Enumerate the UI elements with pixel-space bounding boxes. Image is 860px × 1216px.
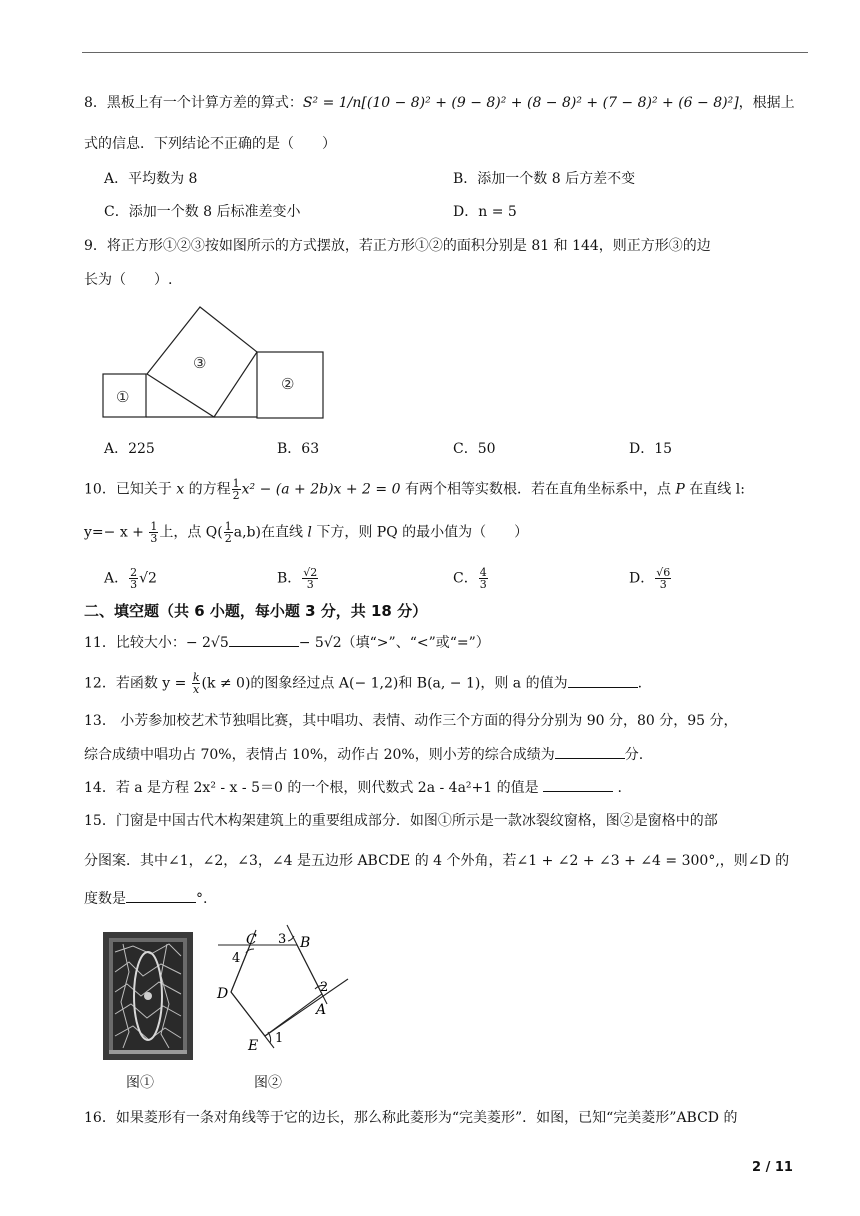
square-1-label: ①: [116, 388, 130, 406]
q10-option-d: D． $\frac{√6}{3}$: [629, 566, 671, 591]
q11-blank: [229, 632, 299, 647]
q10-option-c: C． $\frac{4}{3}$: [453, 566, 487, 591]
variance-formula: S² = 1/n[(10 − 8)² + (9 − 8)² + (8 − 8)² + (7 − 8)² + (6 − 8)²]: [302, 95, 739, 111]
q15-blank: [126, 888, 196, 903]
q8-stem-line1: 8．黑板上有一个计算方差的算式：S² = 1/n[(10 − 8)² + (9 − 8)² + (8 − 8)² + (7 − 8)² + (6 − 8)²]，根据上: [84, 95, 795, 111]
q9-option-a: A．225: [104, 441, 155, 457]
q8-option-b: B．添加一个数 8 后方差不变: [453, 171, 636, 187]
q10-stem-line1: 10．已知关于 x 的方程 $\frac{1}{2}$ x² − (a + 2b)x + 2 = 0 有两个相等实数根．若在直角坐标系中，点 P 在直线 l:: [84, 477, 745, 502]
figure2-caption: 图②: [254, 1075, 282, 1091]
q12-blank: [568, 673, 638, 688]
q9-option-b: B．63: [277, 441, 320, 457]
angle-1-label: 1: [275, 1031, 284, 1046]
q16-line1: 16．如果菱形有一条对角线等于它的边长，那么称此菱形为“完美菱形”．如图，已知“完美菱形”ABCD 的: [84, 1110, 738, 1126]
q10-option-b: B． $\frac{√2}{3}$: [277, 566, 318, 591]
q8-stem-line2: 式的信息．下列结论不正确的是（ ）: [84, 136, 336, 152]
q9-option-c: C．50: [453, 441, 496, 457]
pentagon-figure: [210, 918, 360, 1058]
fraction-k-over-x: $\frac{k}{x}$: [192, 671, 200, 696]
q12-line: 12．若函数 y = $\frac{k}{x}$ (k ≠ 0)的图象经过点 A(− 1,2)和 B(a, − 1)，则 a 的值为 .: [84, 671, 643, 696]
point-e-label: E: [248, 1038, 259, 1054]
figure1-caption: 图①: [126, 1075, 154, 1091]
angle-3-label: 3: [278, 932, 287, 947]
square-2-label: ②: [281, 375, 295, 393]
point-d-label: D: [217, 986, 229, 1002]
q10-stem-line2: y=− x + $\frac{1}{3}$ 上，点 Q( $\frac{1}{2}$ a,b)在直线 l 下方，则 PQ 的最小值为（ ）: [84, 520, 529, 545]
lattice-window-photo: [103, 932, 193, 1060]
q14-blank: [543, 777, 613, 792]
q15-line1: 15．门窗是中国古代木构架建筑上的重要组成部分．如图①所示是一款冰裂纹窗格，图②是窗格中的部: [84, 813, 718, 829]
q10-option-a: A． $\frac{2}{3}$ √2: [104, 566, 157, 591]
page-number: 2 / 11: [752, 1160, 793, 1175]
q13-line1: 13． 小芳参加校艺术节独唱比赛，其中唱功、表情、动作三个方面的得分分别为 90 分，80 分，95 分，: [84, 713, 738, 729]
q15-line2: 分图案．其中∠1，∠2，∠3，∠4 是五边形 ABCDE 的 4 个外角，若∠1 + ∠2 + ∠3 + ∠4 = 300°,，则∠D 的: [84, 853, 790, 869]
q11-line: 11．比较大小：− 2√5 − 5√2（填“>”、“<”或“=”）: [84, 632, 490, 653]
fraction-one-third: $\frac{1}{3}$: [150, 520, 158, 545]
section-heading: 二、填空题（共 6 小题，每小题 3 分，共 18 分）: [84, 602, 428, 620]
q8-option-a: A．平均数为 8: [104, 171, 198, 187]
q15-line3: 度数是 °.: [84, 888, 207, 909]
q9-stem-line2: 长为（ ）.: [84, 272, 173, 288]
q14-line: 14．若 a 是方程 2x² - x - 5＝0 的一个根，则代数式 2a - 4a²+1 的值是 .: [84, 777, 622, 798]
q9-stem-line1: 9．将正方形①②③按如图所示的方式摆放，若正方形①②的面积分别是 81 和 144，则正方形③的边: [84, 238, 711, 254]
point-b-label: B: [300, 935, 311, 951]
q13-blank: [555, 744, 625, 759]
q8-option-c: C．添加一个数 8 后标准差变小: [104, 204, 301, 220]
header-rule: [82, 52, 808, 53]
square-3-label: ③: [193, 354, 207, 372]
point-c-label: C: [246, 932, 257, 948]
angle-2-label: 2: [320, 980, 329, 995]
fraction-half-a: $\frac{1}{2}$: [224, 520, 232, 545]
point-a-label: A: [316, 1002, 327, 1018]
q8-option-d: D．n = 5: [453, 204, 517, 220]
angle-4-label: 4: [232, 951, 241, 966]
fraction-one-half: $\frac{1}{2}$: [232, 477, 240, 502]
line-ea-ext: [265, 979, 348, 1036]
q9-option-d: D．15: [629, 441, 673, 457]
q13-line2: 综合成绩中唱功占 70%，表情占 10%，动作占 20%，则小芳的综合成绩为 分.: [84, 744, 643, 765]
squares-figure: [100, 305, 330, 420]
